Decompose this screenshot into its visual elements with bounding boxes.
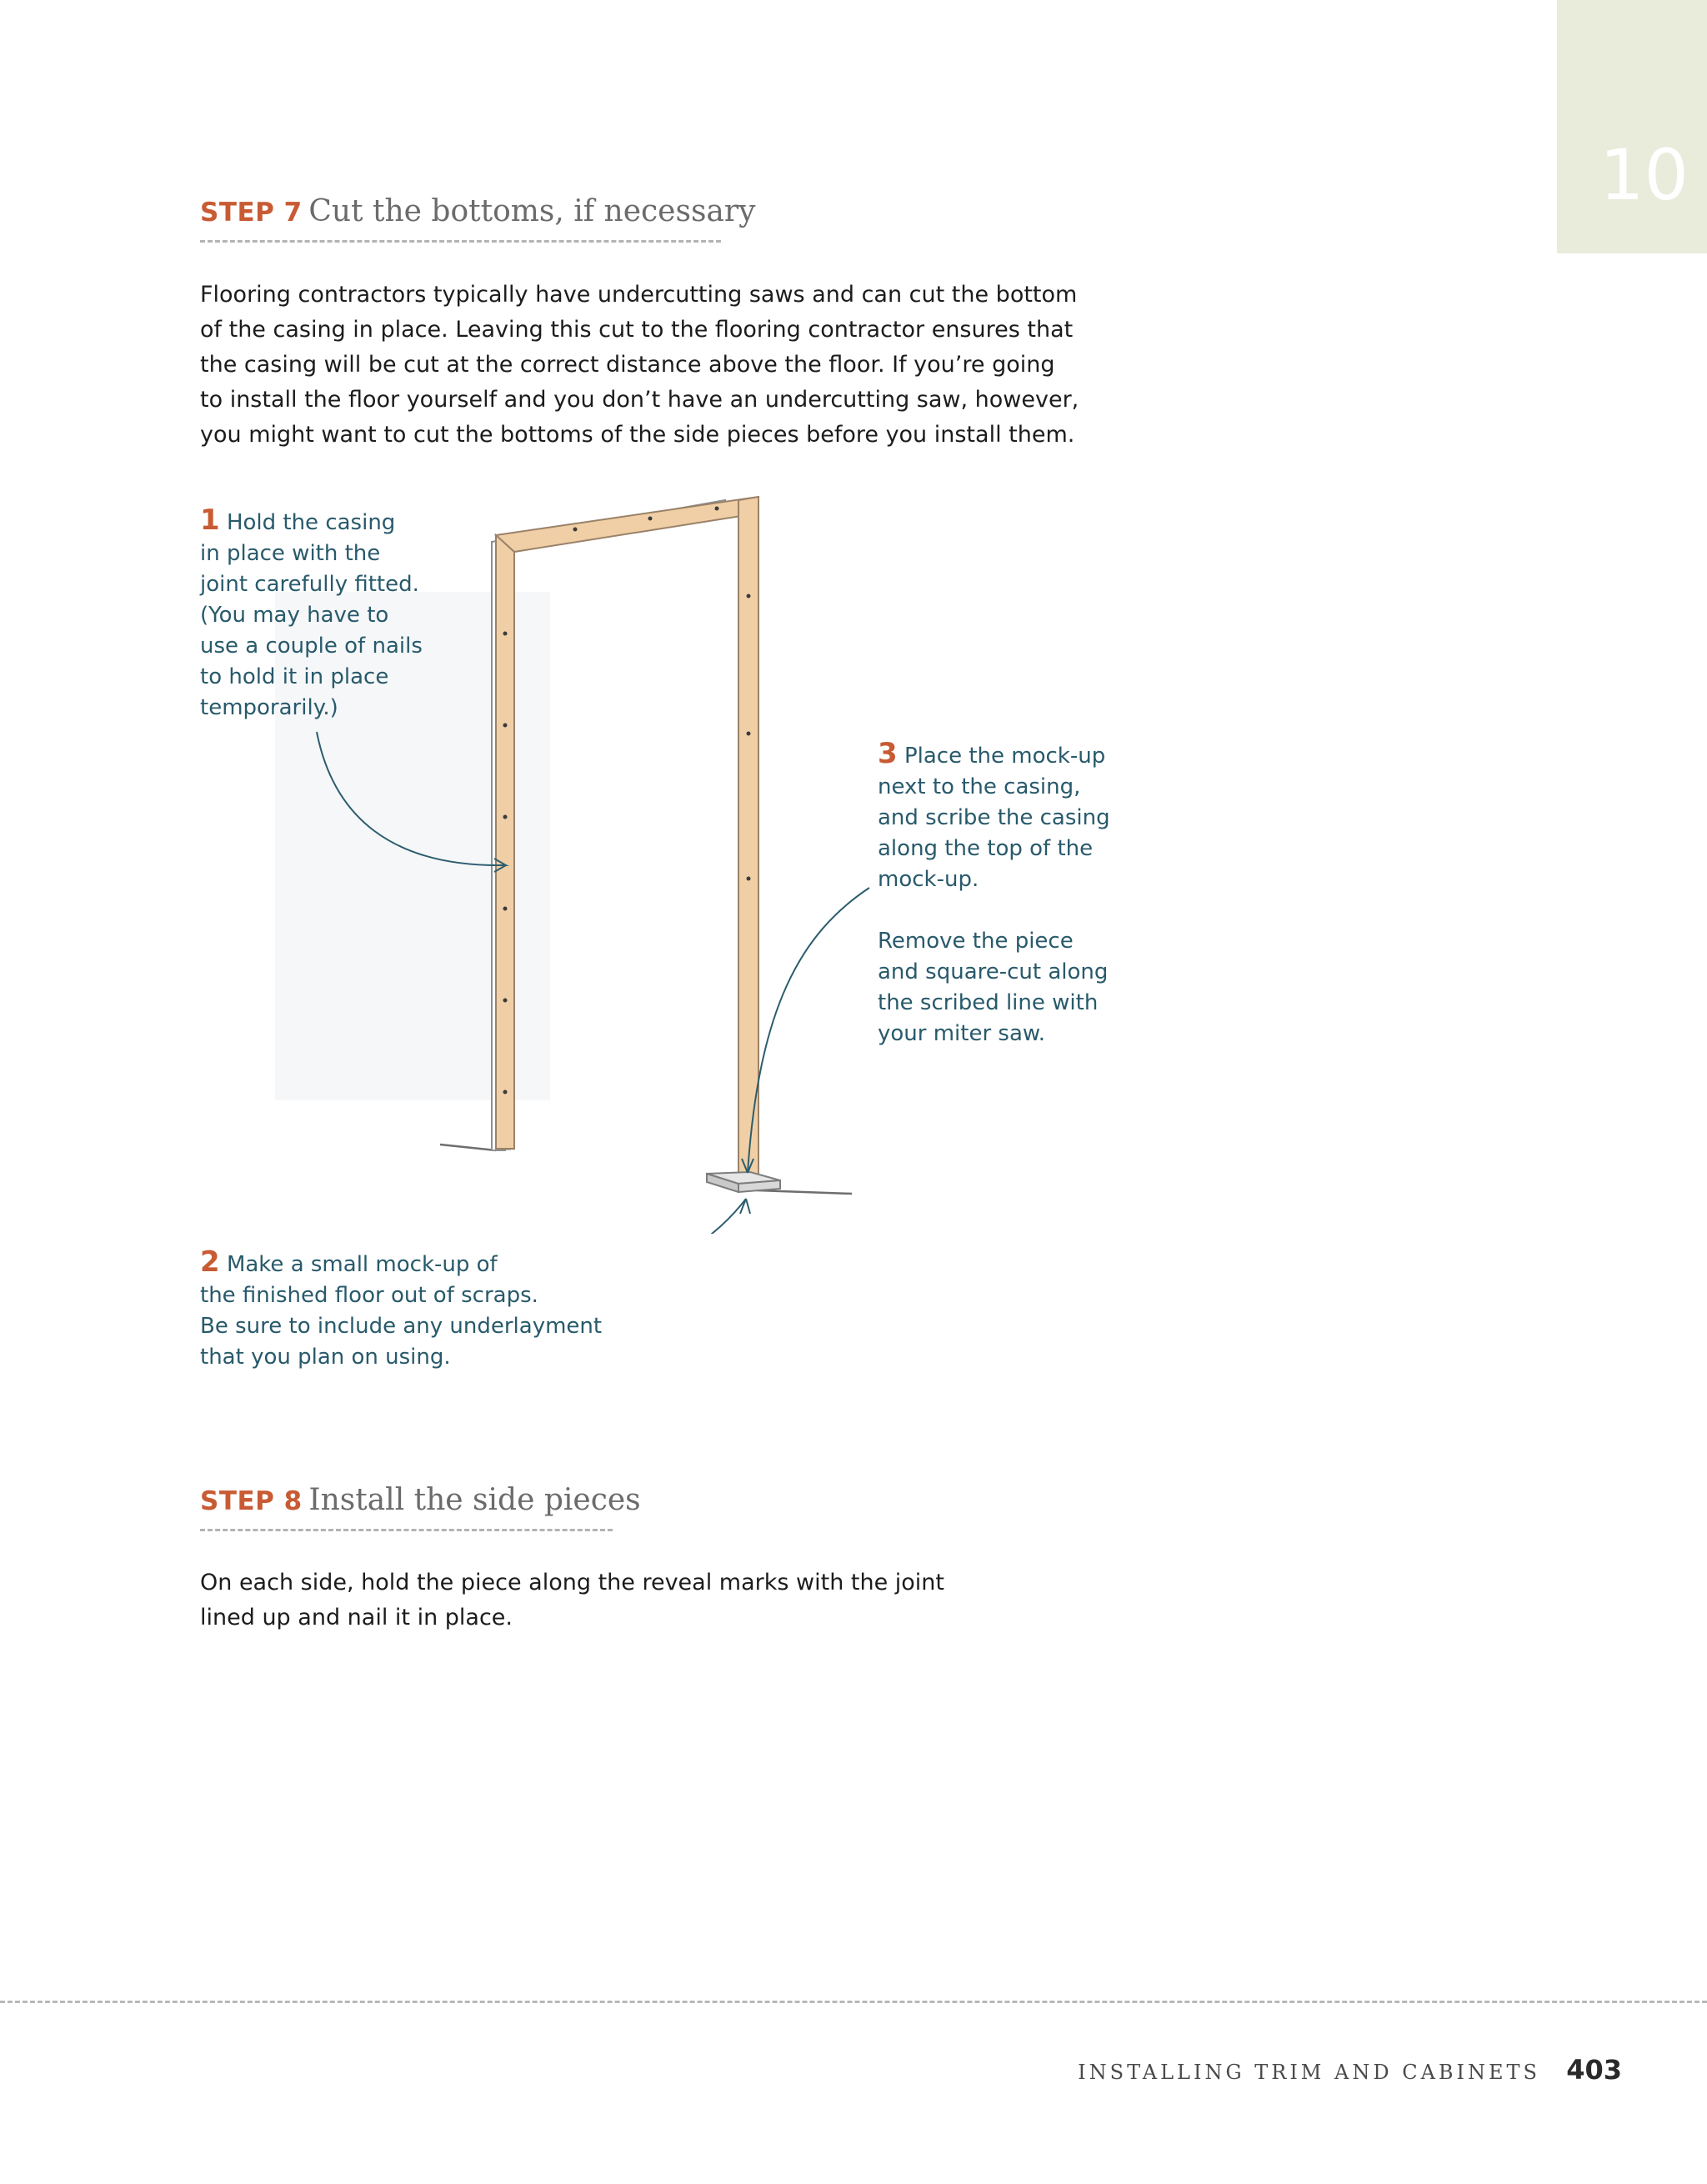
callout-1-line: to hold it in place xyxy=(200,664,389,689)
step8-title: Install the side pieces xyxy=(308,1483,641,1517)
right-side-casing xyxy=(738,497,758,1175)
step7-body-line: to install the floor yourself and you don’t have an undercutting saw, however, xyxy=(200,387,1079,413)
callout-3-extra-line: the scribed line with xyxy=(878,990,1099,1015)
step8-heading xyxy=(200,1485,641,1515)
callout-3-extra-line: and square-cut along xyxy=(878,959,1109,984)
step8-label: STEP 8 xyxy=(200,1486,303,1516)
step7-heading xyxy=(200,194,756,228)
callout-1-line: temporarily.) xyxy=(200,695,338,720)
step7-body-line: you might want to cut the bottoms of the side pieces before you install them. xyxy=(200,422,1075,448)
callout-2-line: the finished floor out of scraps. xyxy=(200,1283,538,1308)
step7-label: STEP 7 xyxy=(200,198,303,228)
callout-1-line: use a couple of nails xyxy=(200,634,423,659)
callout-3-extra-line: your miter saw. xyxy=(878,1021,1046,1046)
chapter-tab xyxy=(1557,0,1707,253)
callout-3-extra-line: Remove the piece xyxy=(878,929,1074,954)
callout-1 xyxy=(200,505,423,724)
step8-body-line: On each side, hold the piece along the reveal marks with the joint xyxy=(200,1570,945,1595)
chapter-number: 10 xyxy=(1599,134,1689,216)
callout-3-number: 3 xyxy=(878,737,898,770)
step7-body-line: of the casing in place. Leaving this cut to the flooring contractor ensures that xyxy=(200,317,1074,343)
arrow-callout-3 xyxy=(748,888,869,1173)
callout-2-line: Be sure to include any underlayment xyxy=(200,1314,603,1339)
step8-body xyxy=(200,1565,944,1635)
callout-1-line: joint carefully fitted. xyxy=(200,572,419,597)
callout-2-line: that you plan on using. xyxy=(200,1345,451,1370)
step7-body xyxy=(200,278,1079,453)
callout-1-number: 1 xyxy=(200,503,220,537)
callout-1-line: Hold the casing xyxy=(226,510,396,535)
head-casing xyxy=(496,497,758,552)
step8-divider xyxy=(200,1529,613,1531)
callout-2-number: 2 xyxy=(200,1245,220,1279)
floor-line-left xyxy=(440,1145,496,1150)
callout-3-line: Place the mock-up xyxy=(904,744,1106,769)
callout-3-line: next to the casing, xyxy=(878,774,1081,799)
footer-divider xyxy=(0,2001,1707,2003)
running-head: INSTALLING TRIM AND CABINETS xyxy=(1078,2061,1540,2084)
floor-line-right xyxy=(757,1190,852,1194)
callout-1-line: in place with the xyxy=(200,541,381,566)
callout-3-line: mock-up. xyxy=(878,867,979,892)
step7-title: Cut the bottoms, if necessary xyxy=(308,194,756,228)
callout-3 xyxy=(878,739,1110,1049)
callout-3-line: and scribe the casing xyxy=(878,805,1110,830)
callout-3-line: along the top of the xyxy=(878,836,1094,861)
arrow-callout-2 xyxy=(536,1199,746,1234)
callout-2-line: Make a small mock-up of xyxy=(226,1252,498,1277)
step7-body-line: the casing will be cut at the correct distance above the floor. If you’re going xyxy=(200,352,1055,378)
step7-body-line: Flooring contractors typically have undercutting saws and can cut the bottom xyxy=(200,282,1078,308)
left-side-casing xyxy=(496,535,514,1149)
callout-2 xyxy=(200,1247,602,1373)
callout-1-line: (You may have to xyxy=(200,603,389,628)
page-number: 403 xyxy=(1566,2054,1622,2086)
step8-body-line: lined up and nail it in place. xyxy=(200,1605,513,1630)
step7-divider xyxy=(200,240,721,243)
